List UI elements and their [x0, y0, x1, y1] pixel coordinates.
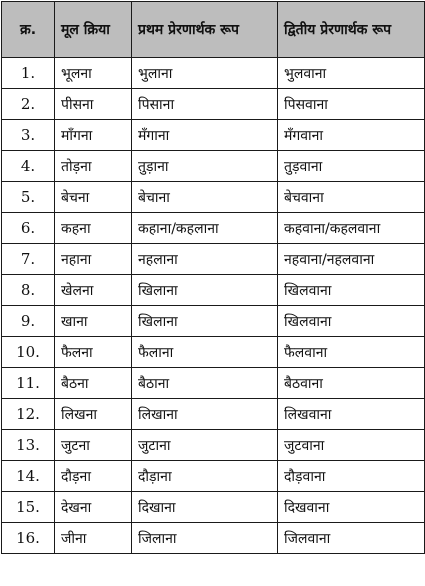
second-causative-cell: तुड़वाना [278, 151, 425, 182]
root-verb-cell: लिखना [55, 399, 132, 430]
first-causative-cell: जिलाना [132, 523, 278, 554]
second-causative-cell: फैलवाना [278, 337, 425, 368]
table-row [2, 120, 425, 151]
first-causative-cell: तुड़ाना [132, 151, 278, 182]
table-row [2, 399, 425, 430]
root-verb-cell: देखना [55, 492, 132, 523]
second-causative-cell: बैठवाना [278, 368, 425, 399]
root-verb-cell: भूलना [55, 58, 132, 89]
serial-number-cell: 6. [2, 213, 55, 244]
second-causative-cell: कहवाना/कहलवाना [278, 213, 425, 244]
table-row [2, 492, 425, 523]
first-causative-cell: फैलाना [132, 337, 278, 368]
serial-number-cell: 4. [2, 151, 55, 182]
second-causative-cell: बेचवाना [278, 182, 425, 213]
serial-number-cell: 8. [2, 275, 55, 306]
first-causative-cell: खिलाना [132, 275, 278, 306]
table-row [2, 306, 425, 337]
serial-number-cell: 15. [2, 492, 55, 523]
root-verb-cell: खेलना [55, 275, 132, 306]
header-first-causative: प्रथम प्रेरणार्थक रूप [132, 2, 278, 58]
table-row [2, 461, 425, 492]
header-row [2, 2, 425, 58]
root-verb-cell: कहना [55, 213, 132, 244]
root-verb-cell: नहाना [55, 244, 132, 275]
root-verb-cell: बैठना [55, 368, 132, 399]
serial-number-cell: 1. [2, 58, 55, 89]
root-verb-cell: खाना [55, 306, 132, 337]
first-causative-cell: बेचाना [132, 182, 278, 213]
root-verb-cell: फैलना [55, 337, 132, 368]
first-causative-cell: जुटाना [132, 430, 278, 461]
first-causative-cell: बैठाना [132, 368, 278, 399]
serial-number-cell: 7. [2, 244, 55, 275]
first-causative-cell: पिसाना [132, 89, 278, 120]
serial-number-cell: 2. [2, 89, 55, 120]
root-verb-cell: माँगना [55, 120, 132, 151]
verb-forms-table [1, 1, 425, 554]
root-verb-cell: पीसना [55, 89, 132, 120]
serial-number-cell: 14. [2, 461, 55, 492]
first-causative-cell: कहाना/कहलाना [132, 213, 278, 244]
table-row [2, 368, 425, 399]
root-verb-cell: बेचना [55, 182, 132, 213]
header-serial: क्र. [2, 2, 55, 58]
root-verb-cell: तोड़ना [55, 151, 132, 182]
serial-number-cell: 12. [2, 399, 55, 430]
first-causative-cell: दिखाना [132, 492, 278, 523]
root-verb-cell: दौड़ना [55, 461, 132, 492]
serial-number-cell: 5. [2, 182, 55, 213]
table-row [2, 337, 425, 368]
second-causative-cell: दौड़वाना [278, 461, 425, 492]
second-causative-cell: खिलवाना [278, 306, 425, 337]
table-row [2, 213, 425, 244]
first-causative-cell: नहलाना [132, 244, 278, 275]
root-verb-cell: जुटना [55, 430, 132, 461]
table-row [2, 58, 425, 89]
first-causative-cell: मँगाना [132, 120, 278, 151]
table-row [2, 151, 425, 182]
second-causative-cell: मँगवाना [278, 120, 425, 151]
second-causative-cell: लिखवाना [278, 399, 425, 430]
first-causative-cell: लिखाना [132, 399, 278, 430]
table-row [2, 244, 425, 275]
serial-number-cell: 3. [2, 120, 55, 151]
serial-number-cell: 13. [2, 430, 55, 461]
first-causative-cell: दौड़ाना [132, 461, 278, 492]
second-causative-cell: पिसवाना [278, 89, 425, 120]
table-row [2, 523, 425, 554]
second-causative-cell: खिलवाना [278, 275, 425, 306]
serial-number-cell: 11. [2, 368, 55, 399]
second-causative-cell: भुलवाना [278, 58, 425, 89]
header-second-causative: द्वितीय प्रेरणार्थक रूप [278, 2, 425, 58]
table-row [2, 182, 425, 213]
second-causative-cell: दिखवाना [278, 492, 425, 523]
first-causative-cell: भुलाना [132, 58, 278, 89]
table-row [2, 275, 425, 306]
second-causative-cell: जुटवाना [278, 430, 425, 461]
header-root-verb: मूल क्रिया [55, 2, 132, 58]
table-row [2, 430, 425, 461]
second-causative-cell: जिलवाना [278, 523, 425, 554]
root-verb-cell: जीना [55, 523, 132, 554]
serial-number-cell: 10. [2, 337, 55, 368]
first-causative-cell: खिलाना [132, 306, 278, 337]
second-causative-cell: नहवाना/नहलवाना [278, 244, 425, 275]
table-row [2, 89, 425, 120]
serial-number-cell: 16. [2, 523, 55, 554]
serial-number-cell: 9. [2, 306, 55, 337]
